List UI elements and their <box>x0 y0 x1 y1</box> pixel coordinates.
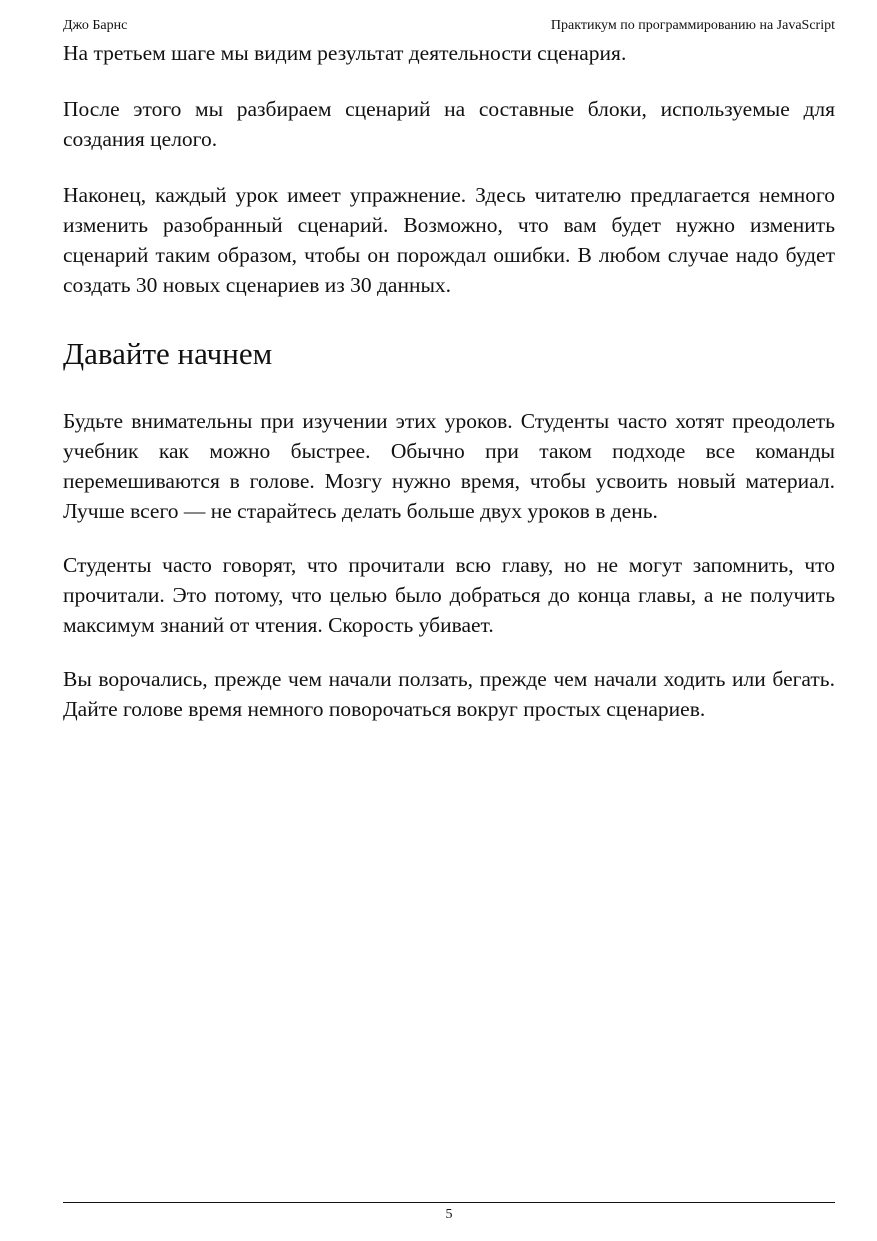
section-heading: Давайте начнем <box>63 336 273 371</box>
paragraph-intro-3: Наконец, каждый урок имеет упражнение. Здесь читателю предлагается немного изменить разобранный сценарий. Возможно, что вам будет нужно изменить сценарий таким образом, чтобы он порождал ошибки. В любом случае надо будет создать 30 новых сценариев из 30 данных. <box>63 183 835 297</box>
header-author: Джо Барнс <box>63 18 128 33</box>
section-paragraph-3: Вы ворочались, прежде чем начали ползать, прежде чем начали ходить или бегать. Дайте голове время немного поворочаться вокруг простых сценариев. <box>63 667 835 721</box>
section-paragraph-1: Будьте внимательны при изучении этих уроков. Студенты часто хотят преодолеть учебник как можно быстрее. Обычно при таком подходе все команды перемешиваются в голове. Мозгу нужно время, чтобы усвоить новый материал. Лучше всего — не старайтесь делать больше двух уроков в день. <box>63 409 835 523</box>
section-paragraph-2: Студенты часто говорят, что прочитали всю главу, но не могут запомнить, что прочитали. Это потому, что целью было добраться до конца главы, а не получить максимум знаний от чтения. Скорость убивает. <box>63 553 835 637</box>
header-book-title: Практикум по программированию на JavaScript <box>550 18 835 33</box>
paragraph-intro-2: После этого мы разбираем сценарий на составные блоки, используемые для создания целого. <box>63 97 835 151</box>
page-number: 5 <box>445 1207 453 1222</box>
running-header <box>63 16 835 36</box>
paragraph-intro-1: На третьем шаге мы видим результат деятельности сценария. <box>63 41 627 65</box>
footer-divider <box>63 1202 835 1203</box>
page-content <box>63 38 835 724</box>
